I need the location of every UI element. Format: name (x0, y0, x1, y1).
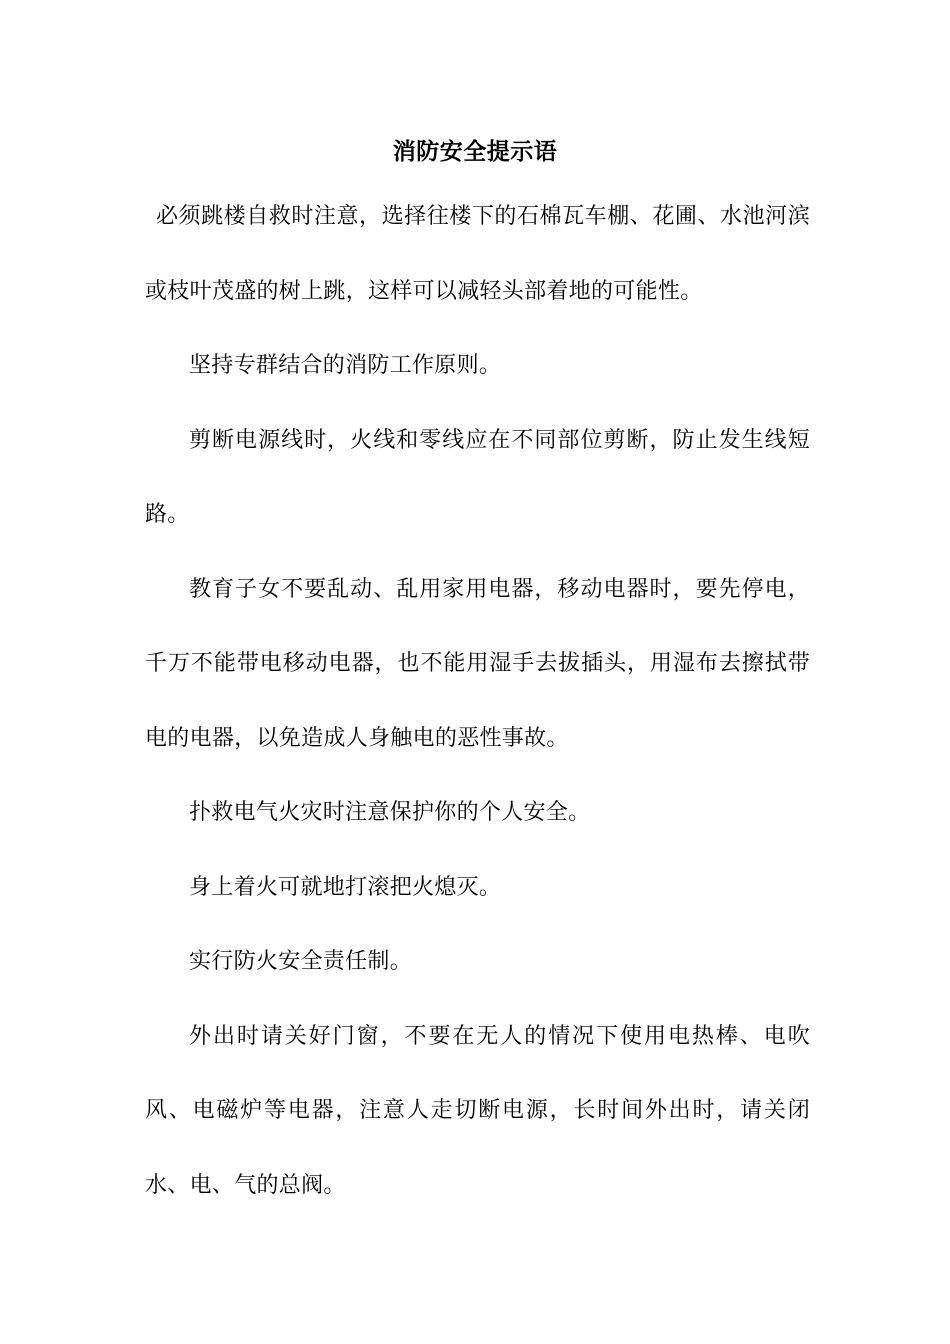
paragraph-children-electrical: 教育子女不要乱动、乱用家用电器，移动电器时，要先停电，千万不能带电移动电器，也不能用湿手去拔插头，用湿布去擦拭带电的电器，以免造成人身触电的恶性事故。 (145, 576, 810, 751)
paragraph-fire-principle: 坚持专群结合的消防工作原则。 (189, 353, 502, 378)
paragraph-jump-escape: 必须跳楼自救时注意，选择往楼下的石棉瓦车棚、花圃、水池河滨或枝叶茂盛的树上跳，这样可以减轻头部着地的可能性。 (145, 204, 810, 304)
paragraph-cut-power-line: 剪断电源线时，火线和零线应在不同部位剪断，防止发生线短路。 (145, 427, 810, 527)
paragraph-responsibility-system: 实行防火安全责任制。 (189, 949, 413, 974)
paragraph-electrical-fire-safety: 扑救电气火灾时注意保护你的个人安全。 (189, 800, 591, 825)
paragraph-clothes-on-fire: 身上着火可就地打滚把火熄灭。 (189, 874, 502, 900)
page-title: 消防安全提示语 (392, 138, 558, 165)
paragraph-leaving-home: 外出时请关好门窗，不要在无人的情况下使用电热棒、电吹风、电磁炉等电器，注意人走切断电源，长时间外出时，请关闭水、电、气的总阀。 (145, 1023, 810, 1198)
document-body (145, 180, 810, 1223)
